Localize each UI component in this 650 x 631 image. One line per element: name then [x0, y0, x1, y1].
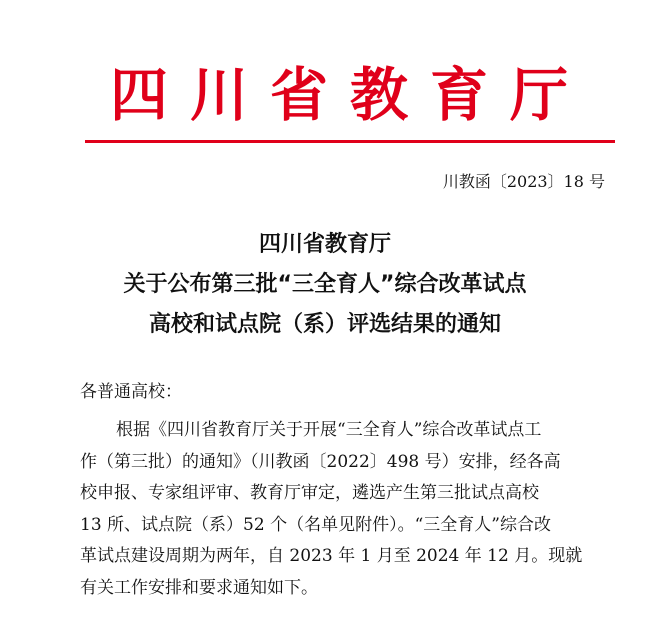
- notice-title-line-3: 高校和试点院（系）评选结果的通知: [148, 312, 501, 337]
- notice-title-line-1: 四川省教育厅: [258, 232, 391, 257]
- body-line: 有关工作安排和要求通知如下。: [80, 577, 318, 598]
- notice-title-line-2: 关于公布第三批“三全育人”综合改革试点: [123, 272, 527, 297]
- body-line: 13 所、试点院（系）52 个（名单见附件）。“三全育人”综合改: [80, 514, 551, 535]
- body-line: 作（第三批）的通知》（川教函〔2022〕498 号）安排，经各高: [80, 451, 561, 472]
- body-line: 革试点建设周期为两年，自 2023 年 1 月至 2024 年 12 月。现就: [80, 546, 583, 566]
- body-line: 根据《四川省教育厅关于开展“三全育人”综合改革试点工: [116, 420, 542, 440]
- salutation: 各普通高校：: [80, 382, 182, 402]
- body-line: 校申报、专家组评审、教育厅审定，遴选产生第三批试点高校: [80, 483, 539, 503]
- notice-title: [40, 225, 610, 345]
- document-number: 川教函〔2023〕18 号: [442, 172, 605, 191]
- masthead-title: 四川省教育厅: [109, 61, 590, 129]
- body-paragraph: [80, 415, 625, 604]
- red-divider-line: [85, 140, 615, 143]
